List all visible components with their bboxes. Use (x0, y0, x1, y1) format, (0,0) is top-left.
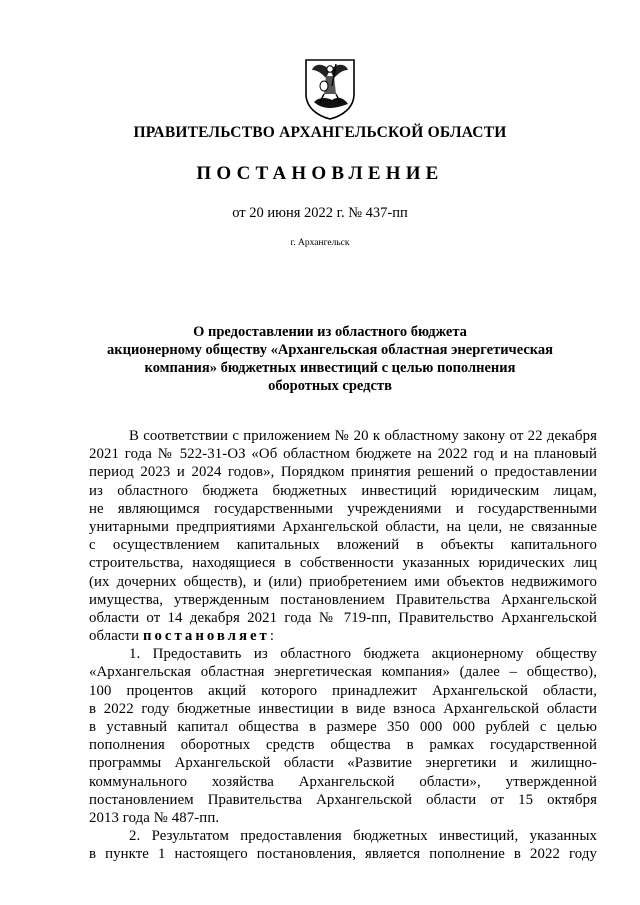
body-line: 1. Предоставить из областного бюджета акционерному обществу (129, 646, 597, 663)
body-line: 100 процентов акций которого принадлежит Архангельской области, (89, 682, 597, 699)
resolves-word: постановляет (142, 628, 270, 645)
title-line: компания» бюджетных инвестиций с целью пополнения (144, 360, 516, 376)
body-line: «Архангельская областная энергетическая компания» (далее – общество), (89, 664, 597, 681)
title-line: оборотных средств (268, 378, 392, 394)
title-line: О предоставлении из областного бюджета (193, 324, 467, 340)
body-line: с осуществлением капитальных вложений в объекты капитального (89, 537, 597, 554)
body-line: из областного бюджета бюджетных инвестиций юридическим лицам, (89, 482, 597, 499)
clause-2-paragraph (89, 827, 597, 863)
document-type: ПОСТАНОВЛЕНИЕ (196, 163, 444, 184)
body-line: (их дочерних обществ), и (или) приобретением ими объектов недвижимого (89, 573, 597, 590)
body-line: в пункте 1 настоящего постановления, является пополнение в 2022 году (89, 846, 597, 863)
document-body (89, 427, 597, 864)
body-line-resolves (89, 627, 597, 645)
body-line: унитарными предприятиями Архангельской области, на цели, не связанные (89, 518, 597, 535)
body-line: не являющимся государственными учреждениями и государственными (89, 500, 597, 517)
document-date-number: от 20 июня 2022 г. № 437-пп (232, 205, 408, 221)
body-line: В соответствии с приложением № 20 к областному закону от 22 декабря (129, 428, 597, 444)
body-line: в уставный капитал общества в размере 350 000 000 рублей с целью (89, 719, 597, 735)
body-line: в 2022 году бюджетные инвестиции в виде взноса Архангельской области (89, 700, 597, 717)
government-name: ПРАВИТЕЛЬСТВО АРХАНГЕЛЬСКОЙ ОБЛАСТИ (133, 124, 507, 141)
clause-1-paragraph (89, 645, 597, 827)
body-line: коммунального хозяйства Архангельской области», утвержденной (89, 773, 597, 790)
body-line: 2013 года № 487-пп. (89, 809, 220, 826)
body-line: 2021 года № 522-31-ОЗ «Об областном бюджете на 2022 год и на плановый (89, 446, 597, 463)
title-line: акционерному обществу «Архангельская областная энергетическая (106, 342, 554, 358)
body-line: 2. Результатом предоставления бюджетных инвестиций, указанных (129, 828, 597, 845)
body-line: пополнения оборотных средств общества в рамках государственной (89, 737, 597, 754)
document-title (80, 323, 580, 395)
body-text: : (269, 628, 275, 645)
body-line: период 2023 и 2024 годов», Порядком принятия решений о предоставлении (89, 464, 597, 481)
body-line: области от 14 декабря 2021 года № 719-пп, Правительство Архангельской (89, 609, 597, 626)
body-line: строительства, находящиеся в собственности указанных юридических лиц (89, 555, 597, 572)
body-line: программы Архангельской области «Развитие энергетики и жилищно- (89, 755, 597, 772)
arkhangelsk-coat-of-arms-icon (302, 56, 358, 120)
preamble-paragraph (89, 427, 597, 645)
body-line: постановлением Правительства Архангельской области от 15 октября (89, 791, 597, 808)
document-city: г. Архангельск (290, 238, 350, 248)
body-line: имущества, утвержденным постановлением Правительства Архангельской (89, 591, 597, 608)
body-text: области (89, 628, 140, 645)
